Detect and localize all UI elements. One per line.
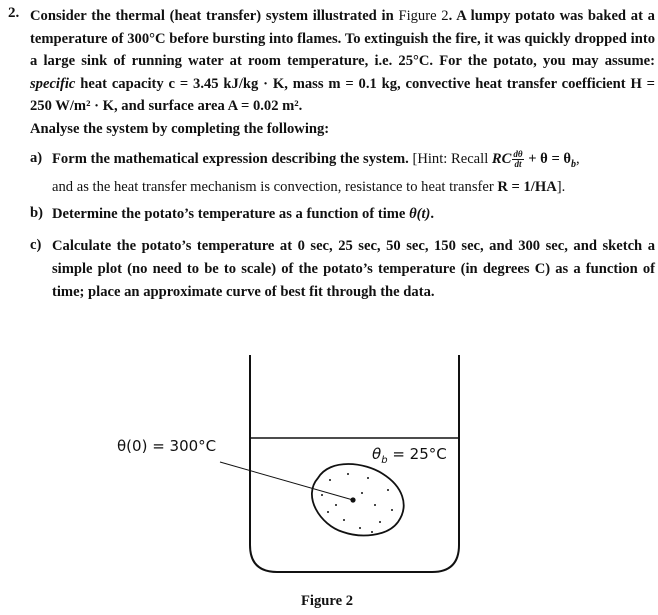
pointer-line (220, 462, 353, 500)
bath-theta: θ (372, 445, 382, 463)
speckle (327, 511, 329, 513)
part-a-hint-open: [Hint: Recall (408, 151, 492, 167)
intro-text-3: heat capacity c = 3.45 kJ/kg · K, mass m = 0.1 kg, convective heat transfer coefficient H = 250 W/m² · K, and surface area A = 0.02 m². (30, 75, 655, 115)
bath-sub: b (381, 455, 388, 466)
speckle (343, 519, 345, 521)
figure-caption: Figure 2 (301, 593, 354, 609)
speckle (371, 531, 373, 533)
bath-value: = 25°C (387, 445, 447, 463)
part-c-body (52, 235, 655, 304)
speckle (387, 489, 389, 491)
intro-text-2: . A lumpy potato was baked at a temperature of 300°C before bursting into flames. To extinguish the fire, it was quickly dropped into a large sink of running water at room temperature, i.e. 25°C. For the potato, you may assume: (30, 8, 655, 70)
potato-outline (312, 464, 404, 535)
part-c-label: c) (30, 237, 42, 253)
speckle (391, 509, 393, 511)
intro-text-4: Analyse the system by completing the following: (30, 120, 330, 137)
part-a-line2: and as the heat transfer mechanism is convection, resistance to heat transfer (52, 178, 498, 195)
part-c-text: Calculate the potato’s temperature at 0 sec, 25 sec, 50 sec, 150 sec, and 300 sec, and sketch a simple plot (no need to be to scale) of the potato’s temperature (in degrees C) as a function of time; place an approximate curve of best fit through the data. (52, 238, 655, 300)
figure-diagram (0, 340, 658, 590)
part-a-comma: , (576, 151, 580, 167)
part-a-fraction (512, 150, 523, 169)
part-b-text: Determine the potato’s temperature as a function of time (52, 206, 410, 222)
speckle (335, 504, 337, 506)
speckle (379, 521, 381, 523)
fraction-denominator: dt (514, 159, 522, 170)
part-a-r-eq: R = 1/HA (497, 178, 557, 195)
figure-reference: Figure 2 (398, 8, 449, 24)
initial-temp-label: θ(0) = 300°C (117, 437, 217, 455)
part-a-eq-sub: b (571, 158, 577, 170)
question-number: 2. (8, 5, 20, 21)
speckle (359, 527, 361, 529)
bath-temp-label (372, 445, 447, 470)
intro-text-1: Consider the thermal (heat transfer) system illustrated in (30, 8, 399, 24)
part-a-close: ]. (556, 178, 566, 195)
fraction-numerator: dθ (513, 149, 523, 160)
part-a-rc: RC (491, 151, 512, 167)
speckle (374, 504, 376, 506)
center-dot (350, 497, 355, 502)
part-b-label: b) (30, 205, 43, 221)
part-a-eq-tail: + θ = θ (524, 151, 572, 167)
speckle (321, 494, 323, 496)
part-b-body (52, 203, 655, 226)
part-a-label: a) (30, 150, 43, 166)
speckle (361, 492, 363, 494)
intro-specific: specific (30, 75, 76, 92)
question-intro (30, 5, 655, 141)
speckle (347, 473, 349, 475)
part-a-bold: Form the mathematical expression describing the system. (52, 151, 409, 167)
potato-speckles (321, 473, 393, 533)
part-b-end: . (430, 206, 435, 222)
speckle (367, 477, 369, 479)
part-a-body (52, 148, 655, 199)
part-b-func: θ(t) (409, 206, 431, 222)
speckle (329, 479, 331, 481)
